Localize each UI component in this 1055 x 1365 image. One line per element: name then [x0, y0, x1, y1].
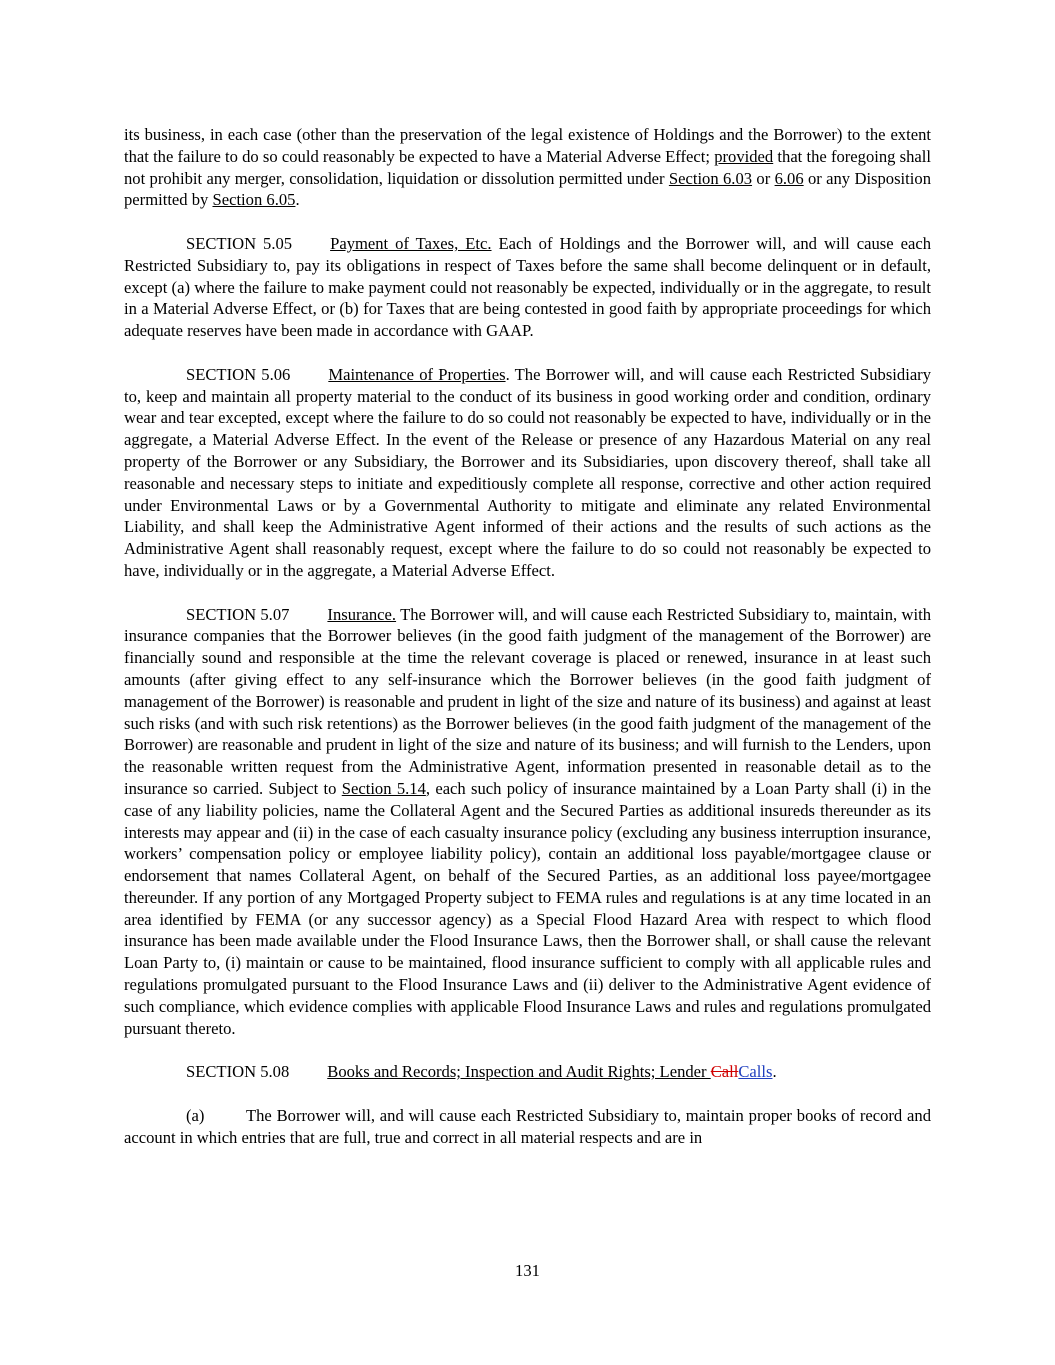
provided-term: provided	[714, 146, 774, 166]
document-page	[124, 124, 931, 1170]
text: .	[295, 190, 300, 210]
subparagraph-a	[124, 1105, 931, 1149]
section-5-08	[124, 1061, 931, 1083]
text: .	[772, 1062, 777, 1082]
section-body: The Borrower will, and will cause each Restricted Subsidiary to, maintain, with insurance companies that the Borrower believes (in the good faith judgment of the management of the Borrower) are financially sound and responsible at the time the relevant coverage is placed or renewed, insurance in at least such amounts (after giving effect to any self-insurance which the Borrower believes (in the good faith judgment of management of the Borrower) is reasonable and prudent in light of the size and nature of its business) and against at least such risks (and with such risk retentions) as the Borrower believes (in the good faith judgment of the management of the Borrower) are reasonable and prudent in light of the size and nature of its business; and will furnish to the Lenders, upon the reasonable written request from the Administrative Agent, information presented in reasonable detail as to the insurance so carried. Subject to	[124, 604, 931, 798]
inserted-text: Calls	[738, 1062, 773, 1082]
section-5-07	[124, 604, 931, 1040]
section-ref-link[interactable]: 6.06	[774, 168, 804, 188]
section-body: Each of Holdings and the Borrower will, and will cause each Restricted Subsidiary to, pay its obligations in respect of Taxes before the same shall become delinquent or in default, except (a) where the failure to make payment could not reasonably be expected, individually or in the aggregate, to result in a Material Adverse Effect, or (b) for Taxes that are being contested in good faith by appropriate proceedings for which adequate reserves have been made in accordance with GAAP.	[124, 233, 931, 341]
text: that the foregoing shall not prohibit any merger, consolidation, liquidation or dissolution permitted under	[124, 146, 932, 188]
section-number: SECTION 5.06	[186, 364, 291, 384]
section-heading: Books and Records; Inspection and Audit Rights; Lender	[327, 1062, 711, 1082]
section-5-05	[124, 233, 931, 342]
subparagraph-body: The Borrower will, and will cause each Restricted Subsidiary to, maintain proper books of record and account in which entries that are full, true and correct in all material respects and are in	[124, 1105, 931, 1147]
text: or any Disposition permitted by	[124, 168, 931, 210]
section-number: SECTION 5.07	[186, 604, 290, 624]
section-ref-link[interactable]: Section 6.03	[668, 168, 753, 188]
text: or	[752, 168, 775, 188]
section-ref-link[interactable]: Section 5.14	[341, 778, 426, 798]
section-heading: Payment of Taxes, Etc.	[330, 233, 492, 253]
section-body: , each such policy of insurance maintained by a Loan Party shall (i) in the case of any liability policies, name the Collateral Agent and the Secured Parties as additional insureds thereunder as its interests may appear and (ii) in the case of each casualty insurance policy (excluding any business interruption insurance, workers’ compensation policy or employee liability policy), contain an additional loss payable/mortgagee clause or endorsement that names Collateral Agent, on behalf of the Secured Parties, as an additional loss payee/mortgagee thereunder. If any portion of any Mortgaged Property subject to FEMA rules and regulations is at any time located in an area identified by FEMA (or any successor agency) as a Special Flood Hazard Area with respect to which flood insurance has been made available under the Flood Insurance Laws, then the Borrower shall, or shall cause the relevant Loan Party to, (i) maintain or cause to be maintained, flood insurance sufficient to comply with all applicable rules and regulations promulgated pursuant to the Flood Insurance Laws and (ii) deliver to the Administrative Agent evidence of such compliance, which evidence complies with applicable Flood Insurance Laws and rules and regulations promulgated pursuant thereto.	[124, 778, 931, 1038]
section-ref-link[interactable]: Section 6.05	[212, 190, 296, 210]
subparagraph-label: (a)	[186, 1105, 205, 1125]
section-heading: Maintenance of Properties	[328, 364, 506, 384]
section-number: SECTION 5.08	[186, 1062, 290, 1082]
section-body: . The Borrower will, and will cause each Restricted Subsidiary to, keep and maintain all property material to the conduct of its business in good working order and condition, ordinary wear and tear excepted, except where the failure to do so could not reasonably be expected to have, individually or in the aggregate, a Material Adverse Effect. In the event of the Release or presence of any Hazardous Material on any real property of the Borrower or any Subsidiary, the Borrower and its Subsidiaries, upon discovery thereof, shall take all reasonable and necessary steps to initiate and expeditiously complete all response, corrective and other action required under Environmental Laws or by a Governmental Authority to mitigate and eliminate any related Environmental Liability, and shall keep the Administrative Agent informed of their actions and the results of such actions as the Administrative Agent shall reasonably request, except where the failure to do so could not reasonably be expected to have, individually or in the aggregate, a Material Adverse Effect.	[124, 364, 932, 580]
text: its business, in each case (other than the preservation of the legal existence of Holdings and the Borrower) to the extent that the failure to do so could reasonably be expected to have a Material Adverse Effect;	[124, 125, 931, 166]
paragraph-continuation	[124, 124, 931, 211]
section-5-06	[124, 364, 931, 582]
deleted-text: Call	[710, 1062, 739, 1082]
section-number: SECTION 5.05	[186, 233, 293, 253]
page-number: 131	[515, 1261, 540, 1280]
section-heading: Insurance.	[327, 604, 397, 624]
